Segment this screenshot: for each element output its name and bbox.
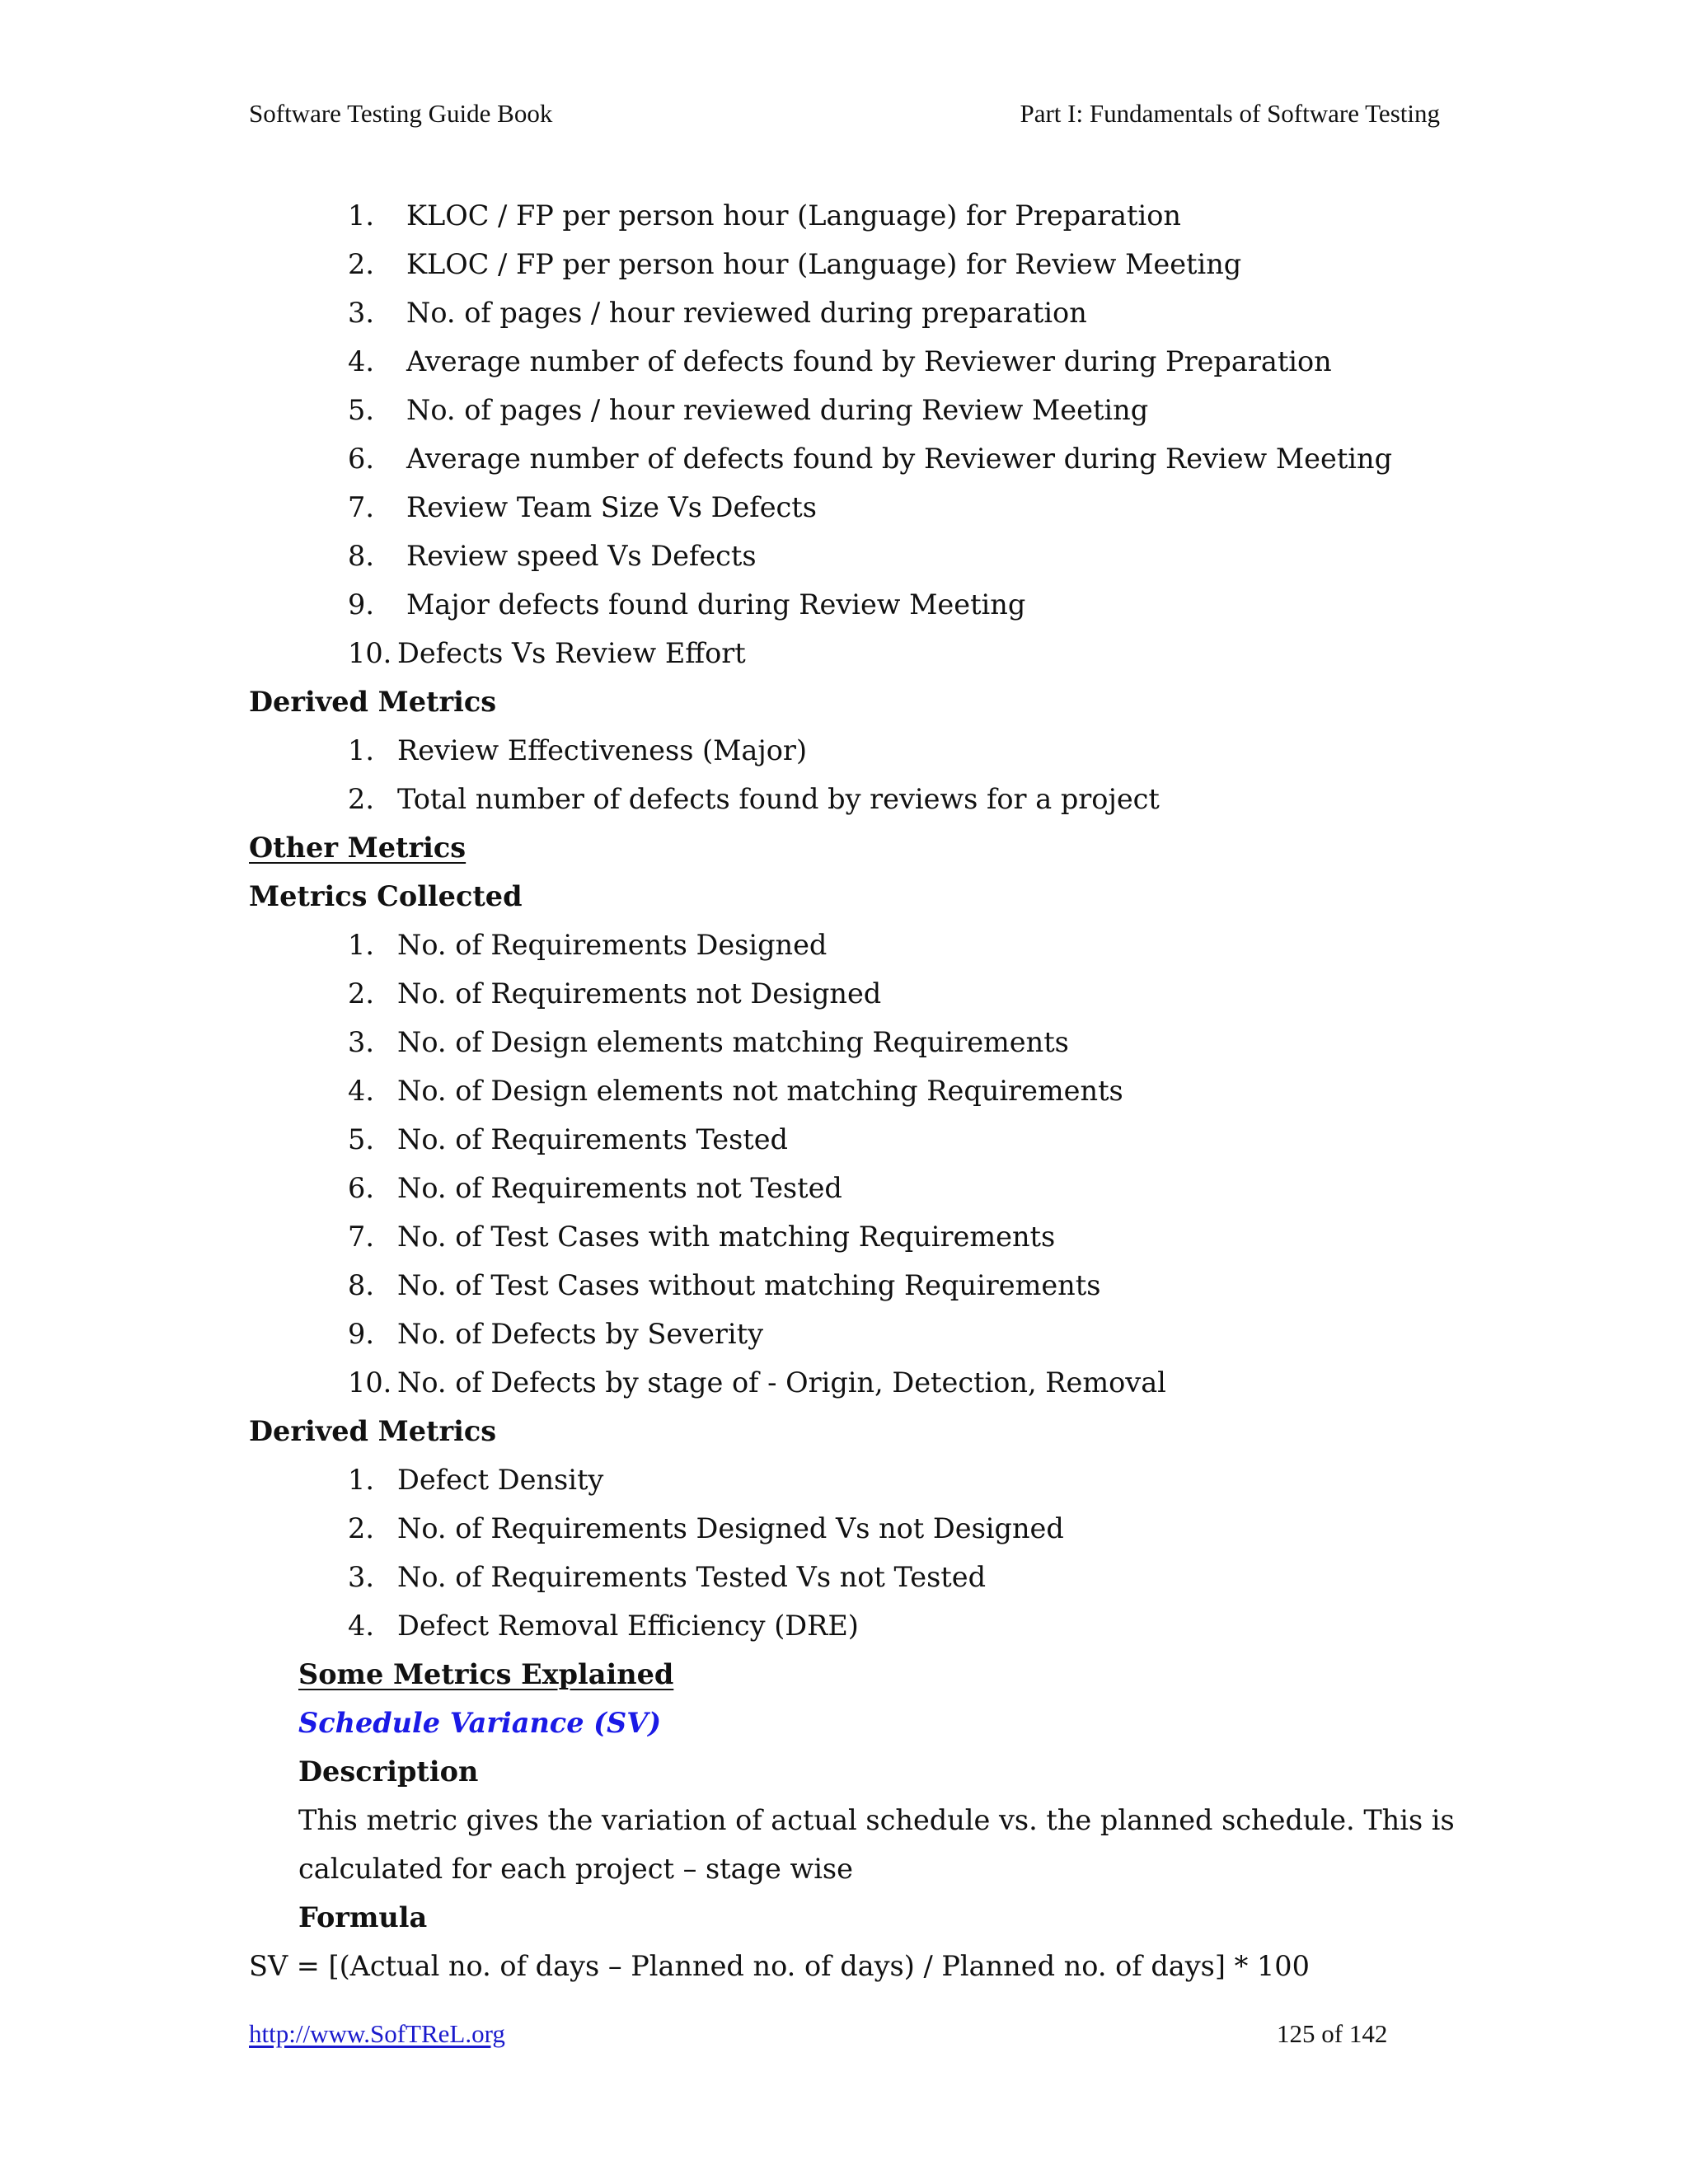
footer-website-link[interactable]: http://www.SofTReL.org (249, 2019, 505, 2048)
list-item (0, 1261, 1688, 1310)
list-item (0, 1212, 1688, 1261)
list-item-number: 6. (348, 443, 374, 475)
metrics-collected-heading: Metrics Collected (249, 880, 523, 912)
list-item-text: No. of Design elements not matching Requirements (397, 1075, 1123, 1107)
list-item (0, 1310, 1688, 1358)
page-number: 125 of 142 (1277, 2019, 1388, 2048)
list-item-number: 8. (348, 540, 374, 572)
list-item-number: 1. (348, 929, 374, 961)
list-item-text: Average number of defects found by Reviewer during Review Meeting (406, 443, 1393, 475)
list-item-number: 4. (348, 345, 374, 377)
header-part-title: Part I: Fundamentals of Software Testing (1020, 99, 1440, 128)
list-item (0, 580, 1688, 629)
list-item-number: 2. (348, 783, 374, 815)
list-item-number: 5. (348, 1123, 374, 1155)
list-item (0, 191, 1688, 240)
list-item (0, 921, 1688, 969)
list-item-text: Defect Removal Efficiency (DRE) (397, 1610, 859, 1642)
list-item-text: KLOC / FP per person hour (Language) for Preparation (406, 199, 1181, 232)
list-item-text: No. of Requirements Tested (397, 1123, 788, 1155)
list-item-number: 9. (348, 1318, 374, 1350)
list-item-number: 2. (348, 977, 374, 1010)
review-metrics-collected-list (0, 191, 1688, 677)
review-derived-heading: Derived Metrics (249, 686, 497, 718)
other-metrics-collected-list (0, 921, 1688, 1407)
list-item-text: Review Effectiveness (Major) (397, 734, 808, 766)
metrics-explained-heading: Some Metrics Explained (298, 1658, 674, 1690)
other-derived-metrics-list (0, 1455, 1688, 1650)
list-item-text: No. of Defects by stage of - Origin, Detection, Removal (397, 1366, 1166, 1399)
list-item-number: 2. (348, 248, 374, 280)
list-item-number: 1. (348, 199, 374, 232)
list-item-text: Review speed Vs Defects (406, 540, 757, 572)
list-item-text: No. of Test Cases with matching Requirements (397, 1221, 1056, 1253)
formula-text: SV = [(Actual no. of days – Planned no. of days) / Planned no. of days] * 100 (249, 1950, 1310, 1982)
list-item (0, 1358, 1688, 1407)
list-item-number: 9. (348, 588, 374, 621)
list-item (0, 1066, 1688, 1115)
list-item-number: 1. (348, 1464, 374, 1496)
list-item-number: 5. (348, 394, 374, 426)
list-item-number: 3. (348, 297, 374, 329)
list-item (0, 1455, 1688, 1504)
schedule-variance-title: Schedule Variance (SV) (298, 1707, 662, 1739)
other-derived-heading: Derived Metrics (249, 1415, 497, 1447)
list-item (0, 1164, 1688, 1212)
list-item (0, 1115, 1688, 1164)
other-metrics-heading: Other Metrics (249, 832, 467, 864)
list-item (0, 1601, 1688, 1650)
list-item-text: No. of pages / hour reviewed during preparation (406, 297, 1087, 329)
list-item-text: No. of Requirements Designed Vs not Designed (397, 1512, 1064, 1544)
list-item-number: 10. (348, 637, 392, 669)
list-item-text: Defect Density (397, 1464, 604, 1496)
list-item-text: No. of pages / hour reviewed during Review Meeting (406, 394, 1149, 426)
list-item-text: Total number of defects found by reviews for a project (397, 783, 1160, 815)
list-item (0, 629, 1688, 677)
list-item-number: 10. (348, 1366, 392, 1399)
list-item-number: 3. (348, 1026, 374, 1058)
list-item (0, 1504, 1688, 1553)
list-item-number: 4. (348, 1610, 374, 1642)
list-item-number: 4. (348, 1075, 374, 1107)
list-item (0, 969, 1688, 1018)
list-item (0, 1018, 1688, 1066)
list-item (0, 483, 1688, 532)
list-item (0, 240, 1688, 288)
list-item-text: No. of Defects by Severity (397, 1318, 764, 1350)
list-item-number: 1. (348, 734, 374, 766)
list-item (0, 434, 1688, 483)
list-item-text: Defects Vs Review Effort (397, 637, 746, 669)
list-item-text: No. of Requirements not Tested (397, 1172, 842, 1204)
list-item (0, 726, 1688, 775)
list-item-number: 6. (348, 1172, 374, 1204)
list-item-text: No. of Requirements not Designed (397, 977, 882, 1010)
list-item-number: 7. (348, 491, 374, 523)
list-item-number: 8. (348, 1269, 374, 1301)
description-text-line-2: calculated for each project – stage wise (298, 1853, 853, 1885)
list-item (0, 775, 1688, 823)
list-item-text: KLOC / FP per person hour (Language) for Review Meeting (406, 248, 1242, 280)
list-item (0, 1553, 1688, 1601)
list-item-number: 3. (348, 1561, 374, 1593)
description-heading: Description (298, 1755, 479, 1788)
list-item-text: Major defects found during Review Meeting (406, 588, 1026, 621)
list-item-text: No. of Requirements Tested Vs not Tested (397, 1561, 987, 1593)
list-item-text: No. of Design elements matching Requirements (397, 1026, 1069, 1058)
list-item-number: 7. (348, 1221, 374, 1253)
header-book-title: Software Testing Guide Book (249, 99, 553, 128)
list-item-text: Review Team Size Vs Defects (406, 491, 817, 523)
list-item (0, 386, 1688, 434)
list-item (0, 288, 1688, 337)
review-derived-metrics-list (0, 726, 1688, 823)
list-item (0, 337, 1688, 386)
list-item-text: No. of Requirements Designed (397, 929, 828, 961)
page-content (0, 191, 1688, 1990)
description-text-line-1: This metric gives the variation of actual schedule vs. the planned schedule. This is (298, 1804, 1455, 1836)
list-item (0, 532, 1688, 580)
list-item-number: 2. (348, 1512, 374, 1544)
formula-heading: Formula (298, 1901, 428, 1933)
list-item-text: No. of Test Cases without matching Requirements (397, 1269, 1101, 1301)
list-item-text: Average number of defects found by Reviewer during Preparation (406, 345, 1332, 377)
